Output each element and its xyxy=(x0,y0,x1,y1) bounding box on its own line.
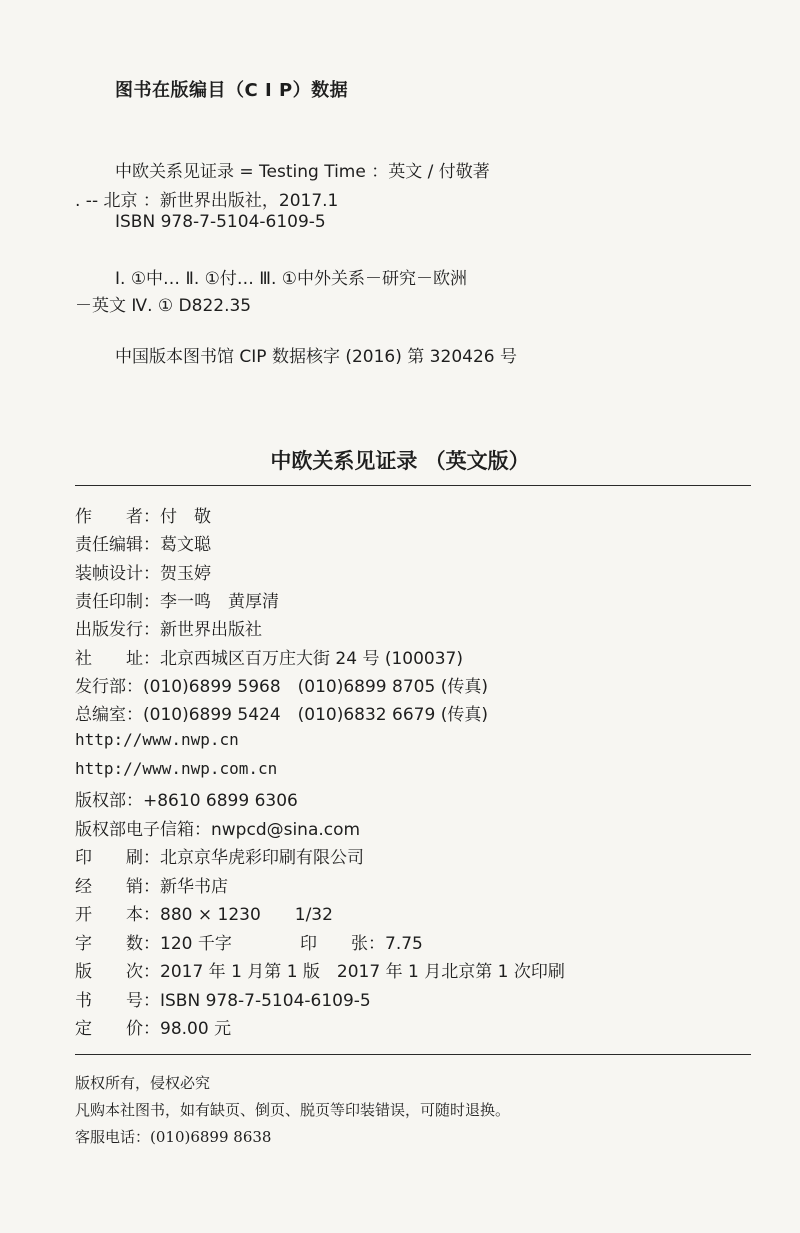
email-label: 版权部电子信箱： xyxy=(75,820,211,840)
address-row xyxy=(75,644,463,669)
publisher-label: 出版发行： xyxy=(75,620,160,640)
editor-value: 葛文聪 xyxy=(160,535,211,555)
url-link-1[interactable]: http://www.nwp.cn xyxy=(75,730,239,749)
cip-publisher-line: . -- 北京 ：新世界出版社，2017.1 xyxy=(75,191,339,211)
printer-value: 北京京华虎彩印刷有限公司 xyxy=(160,848,364,868)
book-title: 中欧关系见证录 （英文版） xyxy=(270,448,530,473)
isbn-row xyxy=(75,986,371,1011)
distribution-row xyxy=(75,672,488,697)
defects-notice: 凡购本社图书，如有缺页、倒页、脱页等印装错误，可随时退换。 xyxy=(75,1101,511,1119)
sheets-value: 7.75 xyxy=(385,934,423,954)
copyright-row xyxy=(75,786,298,811)
price-label: 定 价： xyxy=(75,1019,160,1039)
cip-title-line: 中欧关系见证录 = Testing Time ：英文 / 付敬著 xyxy=(115,162,490,182)
printer-label: 印 刷： xyxy=(75,848,160,868)
words-label: 字 数： xyxy=(75,934,160,954)
office-value: (010)6899 5424 (010)6832 6679 (传真) xyxy=(143,705,488,725)
print-resp-value: 李一鸣 黄厚清 xyxy=(160,592,279,612)
bottom-divider xyxy=(75,1054,751,1055)
copyright-value: +8610 6899 6306 xyxy=(143,791,298,811)
edition-row xyxy=(75,957,565,982)
words-row xyxy=(75,929,423,954)
price-value: 98.00 元 xyxy=(160,1019,232,1039)
design-value: 贺玉婷 xyxy=(160,564,211,584)
edition-label: 版 次： xyxy=(75,962,160,982)
address-value: 北京西城区百万庄大街 24 号 (100037) xyxy=(160,649,464,669)
cip-heading: 图书在版编目（C I P）数据 xyxy=(115,80,349,101)
editor-row xyxy=(75,530,211,555)
seller-value: 新华书店 xyxy=(160,877,228,897)
url-link-2[interactable]: http://www.nwp.com.cn xyxy=(75,759,278,778)
distribution-label: 发行部： xyxy=(75,677,143,697)
format-label: 开 本： xyxy=(75,905,160,925)
format-row xyxy=(75,900,333,925)
cip-classification-cont: －英文 Ⅳ. ① D822.35 xyxy=(75,296,252,316)
top-divider xyxy=(75,485,751,486)
words-value: 120 千字 xyxy=(160,934,232,954)
seller-row xyxy=(75,872,228,897)
office-label: 总编室： xyxy=(75,705,143,725)
cip-classification-line: Ⅰ. ①中… Ⅱ. ①付… Ⅲ. ①中外关系－研究－欧洲 xyxy=(115,269,468,289)
service-phone: 客服电话：(010)6899 8638 xyxy=(75,1128,272,1146)
distribution-value: (010)6899 5968 (010)6899 8705 (传真) xyxy=(143,677,488,697)
editor-label: 责任编辑： xyxy=(75,535,160,555)
format-value: 880 × 1230 1/32 xyxy=(160,905,333,925)
publisher-row xyxy=(75,615,262,640)
printer-row xyxy=(75,843,364,868)
author-value: 付 敬 xyxy=(160,507,211,527)
email-value[interactable]: nwpcd@sina.com xyxy=(211,820,361,840)
cip-isbn-line: ISBN 978-7-5104-6109-5 xyxy=(115,212,326,232)
design-label: 装帧设计： xyxy=(75,564,160,584)
price-row xyxy=(75,1014,231,1039)
cip-record-number: 中国版本图书馆 CIP 数据核字 (2016) 第 320426 号 xyxy=(115,347,517,367)
seller-label: 经 销： xyxy=(75,877,160,897)
sheets-label: 印 张： xyxy=(300,934,385,954)
isbn-label: 书 号： xyxy=(75,991,160,1011)
email-row xyxy=(75,815,360,840)
design-row xyxy=(75,559,211,584)
author-row xyxy=(75,502,211,527)
rights-notice: 版权所有，侵权必究 xyxy=(75,1074,211,1092)
address-label: 社 址： xyxy=(75,649,160,669)
author-label: 作 者： xyxy=(75,507,160,527)
print-resp-row xyxy=(75,587,279,612)
edition-value: 2017 年 1 月第 1 版 2017 年 1 月北京第 1 次印刷 xyxy=(160,962,565,982)
copyright-label: 版权部： xyxy=(75,791,143,811)
office-row xyxy=(75,700,488,725)
isbn-value: ISBN 978-7-5104-6109-5 xyxy=(160,991,371,1011)
publisher-value: 新世界出版社 xyxy=(160,620,262,640)
print-resp-label: 责任印制： xyxy=(75,592,160,612)
